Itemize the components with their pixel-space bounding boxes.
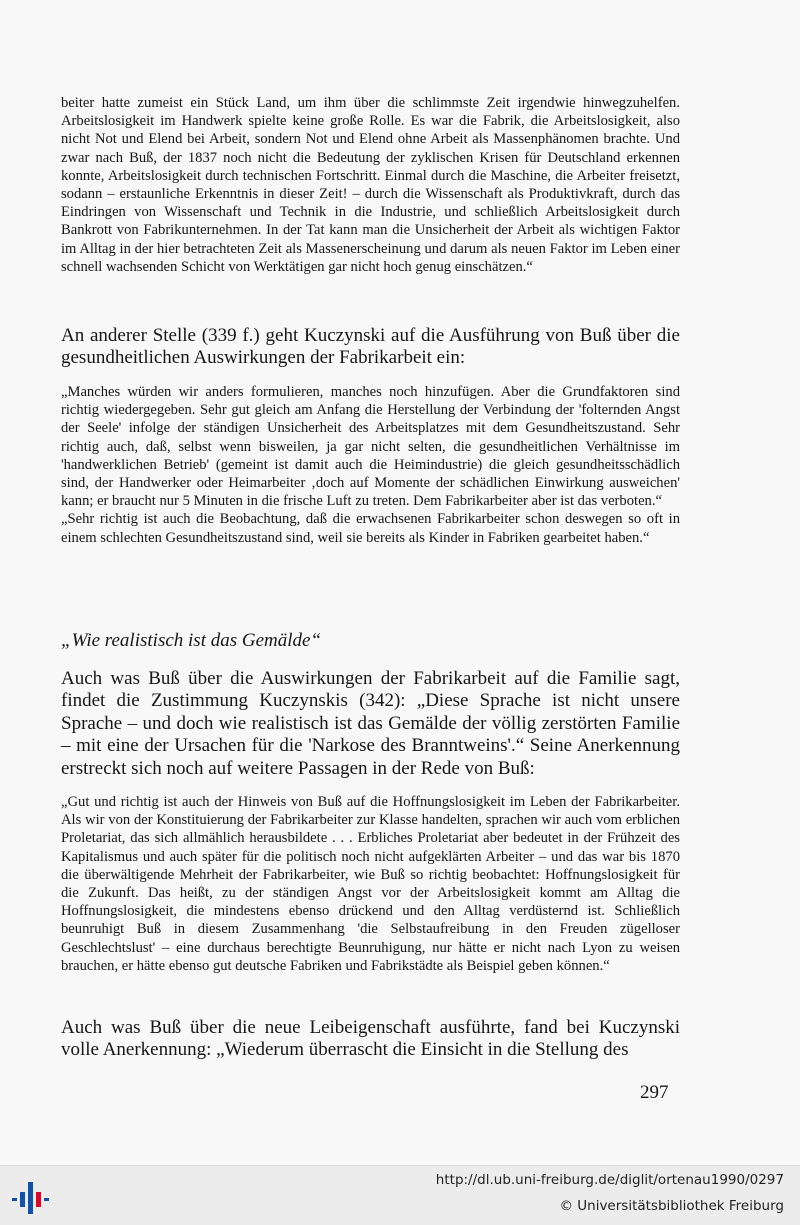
source-url-link[interactable]: http://dl.ub.uni-freiburg.de/diglit/ortenau1990/0297 <box>435 1172 784 1188</box>
university-library-logo-icon <box>10 1176 50 1216</box>
quote-block-3 <box>61 793 680 975</box>
body-paragraph-2 <box>61 668 680 780</box>
section-heading-block <box>61 630 680 652</box>
quote-block-1 <box>61 94 680 276</box>
quote-block-2 <box>61 383 680 547</box>
quote-text-3: „Gut und richtig ist auch der Hinweis von Buß auf die Hoffnungslosigkeit im Leben der Fabrikarbeiter. Als wir von der Konstituierung der Fabrikarbeiter zur Klasse handelten, sprachen wir auch vom erblichen Proletariat, das sich allmählich herausbildete . . . Erbliches Proletariat aber bedeutet in der Frühzeit des Kapitalismus und auch später für die politisch noch nicht aufgeklärten Arbeiter – und das war bis 1870 die überwältigende Mehrheit der Fabrikarbeiter, wie Buß so richtig beobachtet: Hoffnungslosigkeit für die Zukunft. Das heißt, zu der ständigen Angst vor der Arbeitslosigkeit kommt am Alltag die Hoffnungslosigkeit, die mindestens ebenso drückend und den Alltag verdüsternd ist. Schließlich beunruhigt Buß in diesem Zusammenhang 'die Selbstaufreibung in den Freuden zügelloser Geschlechtslust' – eine durchaus berechtigte Beunruhigung, nur hätte er nicht nach Lyon zu weisen brauchen, er hätte ebenso gut deutsche Fabriken und Fabrikstädte als Beispiel geben können.“ <box>61 794 680 974</box>
quote-text-2a: „Manches würden wir anders formulieren, manches noch hinzufügen. Aber die Grundfaktoren sind richtig wiedergegeben. Sehr gut gleich am Anfang die Herstellung der Verbindung der 'folternden Angst der Seele' infolge der ständigen Unsicherheit des Arbeitsplatzes mit dem Gesundheitszustand. Sehr richtig auch, daß, selbst wenn bisweilen, ja gar nicht selten, die gesundheitlichen Verhältnisse im 'handwerklichen Betrieb' (gemeint ist damit auch die Heimindustrie) die gleich gesundheitsschädlich sind, der Handwerker oder Heimarbeiter ‚doch auf Momente der schädlichen Einwirkung ausweichen' kann; er braucht nur 5 Minuten in die frische Luft zu treten. Dem Fabrikarbeiter aber ist das verboten.“ <box>61 384 680 510</box>
body-text-3: Auch was Buß über die neue Leibeigenschaft ausführte, fand bei Kuczynski volle Anerkennung: „Wiederum überrascht die Einsicht in die Stellung des <box>61 1017 680 1061</box>
quote-text-1: beiter hatte zumeist ein Stück Land, um ihm über die schlimmste Zeit irgendwie hinwegzuhelfen. Arbeitslosigkeit im Handwerk spielte keine große Rolle. Es war die Fabrik, die Arbeitslosigkeit, also nicht Not und Elend bei Arbeit, sondern Not und Elend ohne Arbeit als Massenphänomen brachte. Und zwar nach Buß, der 1837 noch nicht die Bedeutung der zyklischen Krisen für Deutschland erkennen konnte, Arbeitslosigkeit durch technischen Fortschritt. Einmal durch die Maschine, die Arbeiter freisetzt, sodann – erstaunliche Erkenntnis in dieser Zeit! – durch die Wissenschaft als Produktivkraft, durch das Eindringen von Wissenschaft und Technik in die Industrie, und schließlich Arbeitslosigkeit durch Bankrott von Fabrikunternehmen. In der Tat kann man die Unsicherheit der Arbeit als wichtigen Faktor im Alltag in der hier betrachteten Zeit als Massenerscheinung und darum als neuen Faktor im Leben einer schnell wachsenden Schicht von Werktätigen gar nicht hoch genug einschätzen.“ <box>61 95 680 275</box>
section-heading: „Wie realistisch ist das Gemälde“ <box>61 630 322 651</box>
body-paragraph-3 <box>61 1017 680 1062</box>
quote-text-2b: „Sehr richtig ist auch die Beobachtung, daß die erwachsenen Fabrikarbeiter schon deswegen so oft in einem schlechten Gesundheitszustand sind, weil sie bereits als Kinder in Fabriken gearbeitet haben.“ <box>61 511 680 546</box>
copyright-notice: © Universitätsbibliothek Freiburg <box>559 1198 784 1214</box>
page-number: 297 <box>640 1082 669 1103</box>
library-footer <box>0 1165 800 1225</box>
body-paragraph-1 <box>61 325 680 370</box>
body-text-1: An anderer Stelle (339 f.) geht Kuczynski auf die Ausführung von Buß über die gesundheitlichen Auswirkungen der Fabrikarbeit ein: <box>61 325 680 369</box>
body-text-2: Auch was Buß über die Auswirkungen der Fabrikarbeit auf die Familie sagt, findet die Zustimmung Kuczynskis (342): „Diese Sprache ist nicht unsere Sprache – und doch wie realistisch ist das Gemälde der völlig zerstörten Familie – mit eine der Ursachen für die 'Narkose des Branntweins'.“ Seine Anerkennung erstreckt sich noch auf weitere Passagen in der Rede von Buß: <box>61 668 680 779</box>
